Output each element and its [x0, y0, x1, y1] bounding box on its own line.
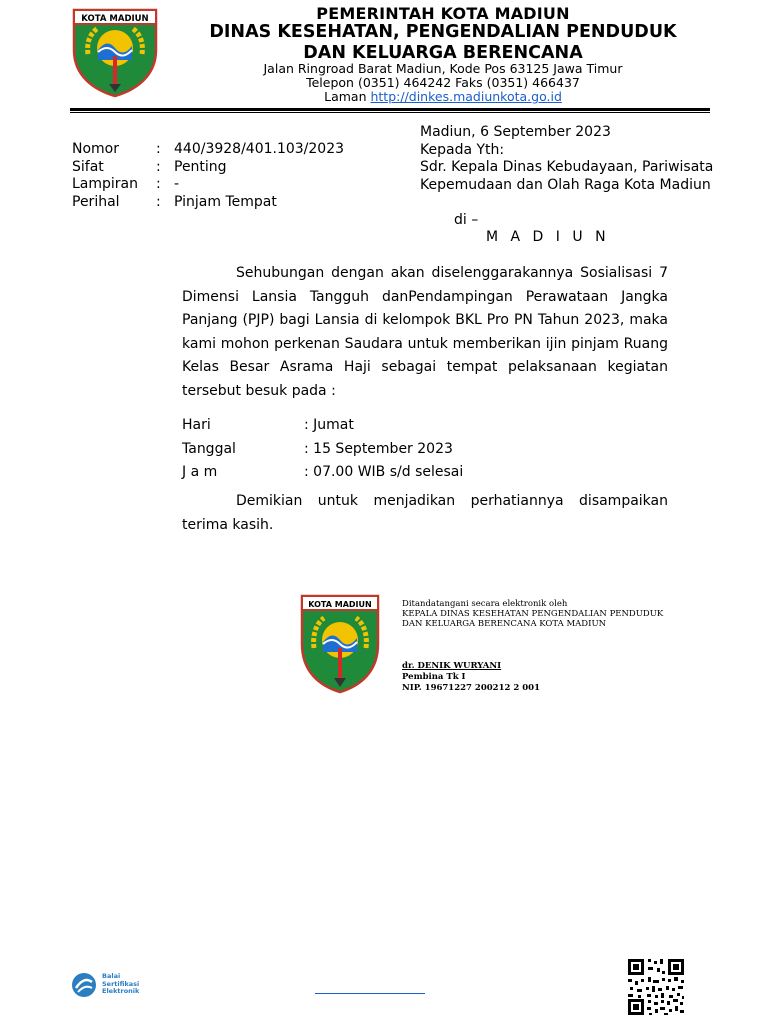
meta-row-nomor [72, 141, 344, 159]
schedule-list [182, 414, 463, 485]
letterhead-rule-thin [70, 112, 710, 113]
city-emblem-logo [70, 6, 160, 98]
recipient-line-2: Kepemudaan dan Olah Raga Kota Madiun [420, 176, 711, 193]
letterhead-phone: Telepon (0351) 464242 Faks (0351) 466437 [306, 75, 580, 90]
meta-value: - [174, 176, 180, 192]
meta-row-sifat [72, 159, 344, 177]
agency-line-2: DAN KELUARGA BERENCANA [303, 43, 583, 63]
letterhead-rule-thick [70, 108, 710, 111]
letterhead-agency [168, 22, 718, 64]
website-label: Laman [324, 89, 367, 104]
bsre-line-2: Sertifikasi [102, 979, 140, 988]
bsre-logo-icon [70, 972, 98, 998]
bsre-line-3: Elektronik [102, 987, 140, 995]
meta-label: Lampiran [72, 176, 139, 192]
meta-row-perihal [72, 194, 344, 212]
position-line-1: KEPALA DINAS KESEHATAN PENGENDALIAN PENDUDUK [402, 609, 664, 619]
agency-line-1: DINAS KESEHATAN, PENGENDALIAN PENDUDUK [209, 22, 677, 42]
recipient-line-1: Sdr. Kepala Dinas Kebudayaan, Pariwisata [420, 159, 714, 175]
schedule-row-jam [182, 461, 463, 485]
meta-colon: : [156, 158, 161, 175]
signature-emblem-logo [298, 592, 382, 696]
schedule-label: Tanggal [182, 440, 236, 457]
footer-link-line [315, 993, 425, 994]
schedule-value: : 07.00 WIB s/d selesai [304, 464, 464, 480]
letterhead-website [168, 90, 718, 104]
position-line-2: DAN KELUARGA BERENCANA KOTA MADIUN [402, 619, 607, 629]
schedule-label: Hari [182, 417, 211, 433]
logo-text: KOTA MADIUN [81, 14, 149, 24]
letter-meta [72, 141, 344, 211]
schedule-row-tanggal [182, 438, 463, 462]
meta-value: Penting [174, 158, 227, 175]
recipient-city: M A D I U N [486, 229, 610, 245]
signature-logo-text: KOTA MADIUN [308, 600, 372, 609]
meta-value: 440/3928/401.103/2023 [174, 141, 345, 157]
letter-body: Sehubungan dengan akan diselenggarakannya Sosialisasi 7 Dimensi Lansia Tangguh danPendampingan Perawataan Jangka Panjang (PJP) bagi Lansia di kelompok BKL Pro PN Tahun 2023, maka kami mohon perkenan Saudara untuk memberikan ijin pinjam Ruang Kelas Besar Asrama Haji sebagai tempat pelaksanaan kegiatan tersebut besuk pada : [182, 265, 668, 399]
signatory-rank: Pembina Tk I [402, 672, 466, 682]
recipient-block [420, 124, 713, 194]
meta-label: Perihal [72, 193, 120, 210]
signatory [402, 661, 540, 694]
signatory-nip: NIP. 19671227 200212 2 001 [402, 683, 540, 693]
schedule-value: : Jumat [304, 417, 354, 433]
qr-code-icon [626, 957, 686, 1017]
meta-colon: : [156, 141, 161, 157]
website-link[interactable]: http://dinkes.madiunkota.go.id [370, 89, 562, 104]
meta-label: Nomor [72, 141, 119, 157]
meta-row-lampiran [72, 176, 344, 194]
meta-value: Pinjam Tempat [174, 193, 277, 210]
letterhead-contact [168, 62, 718, 104]
meta-colon: : [156, 176, 161, 192]
signatory-name: dr. DENIK WURYANI [402, 661, 502, 671]
meta-colon: : [156, 193, 161, 210]
schedule-value: : 15 September 2023 [304, 440, 453, 457]
letter-date: Madiun, 6 September 2023 [420, 124, 611, 140]
letterhead-address: Jalan Ringroad Barat Madiun, Kode Pos 63125 Jawa Timur [263, 61, 623, 76]
bsre-line-1: Balai [102, 972, 121, 980]
letterhead-government: PEMERINTAH KOTA MADIUN [316, 4, 570, 23]
schedule-label: J a m [182, 464, 218, 480]
recipient-di: di – [454, 212, 479, 228]
letter-closing: Demikian untuk menjadikan perhatiannya disampaikan terima kasih. [182, 493, 668, 533]
recipient-to: Kepada Yth: [420, 141, 505, 158]
schedule-row-hari [182, 414, 463, 438]
signed-note: Ditandatangani secara elektronik oleh [402, 599, 568, 609]
meta-label: Sifat [72, 158, 104, 175]
signature-position [402, 599, 663, 629]
bsre-label [102, 973, 139, 996]
